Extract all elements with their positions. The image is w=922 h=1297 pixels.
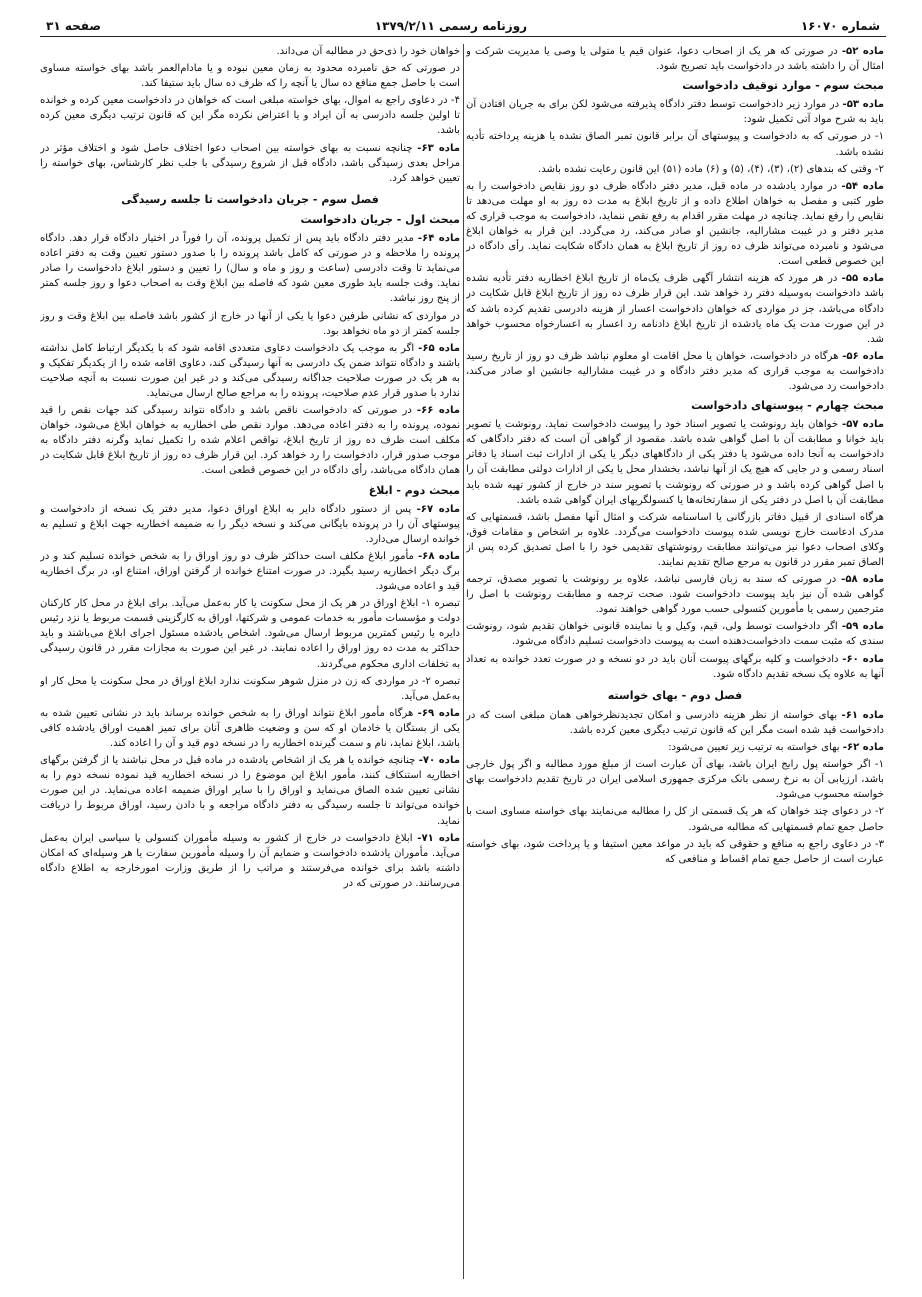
article-text: ۲- در دعوای چند خواهان که هر یک قسمتی از کل را مطالبه می‌نمایند بهای خواسته مساوی است با حاصل جمع تمام قسمتهایی که مطالبه می‌شود. bbox=[466, 806, 884, 833]
article-paragraph bbox=[40, 549, 460, 594]
article-number: ماده ۷۰- bbox=[418, 755, 460, 767]
right-column bbox=[466, 44, 884, 1284]
article-paragraph bbox=[40, 596, 460, 671]
article-text: در صورتی که حق نامبرده محدود به زمان معین نبوده و یا مادام‌العمر باشد بهای خواسته مساوی است با حاصل جمع منافع ده سال یا آنچه را که ظرف ده سال باید ستیفا کند. bbox=[40, 63, 460, 90]
article-paragraph bbox=[40, 44, 460, 59]
article-number: ماده ۷۱- bbox=[417, 832, 460, 844]
column-divider bbox=[463, 44, 464, 1279]
article-paragraph bbox=[40, 93, 460, 138]
article-paragraph bbox=[40, 141, 460, 186]
article-paragraph bbox=[466, 129, 884, 159]
article-text: تبصره ۲- در مواردی که زن در منزل شوهر سکونت ندارد ابلاغ اوراق در محل سکونت یا محل کار او به‌عمل می‌آید. bbox=[40, 675, 460, 702]
article-paragraph bbox=[466, 652, 884, 682]
page-header bbox=[40, 14, 886, 37]
section-heading: مبحث اول - جریان دادخواست bbox=[300, 212, 460, 226]
left-column bbox=[40, 44, 460, 1284]
article-text: بهای خواسته از نظر هزینه دادرسی و امکان تجدیدنظرخواهی همان مبلغی است که در دادخواست قید شده است مگر این که قانون ترتیب دیگری معین کرده باشد. bbox=[466, 709, 884, 736]
article-text: در مواردی که نشانی طرفین دعوا یا یکی از آنها در خارج از کشور باشد فاصله بین ابلاغ وقت و روز جلسه کمتر از دو ماه نخواهد بود. bbox=[40, 310, 460, 337]
article-number: ماده ۶۸- bbox=[417, 550, 460, 562]
article-paragraph bbox=[466, 349, 884, 394]
article-paragraph bbox=[40, 706, 460, 751]
article-paragraph bbox=[466, 44, 884, 74]
article-text: در هر مورد که هزینه انتشار آگهی ظرف یک‌ماه از تاریخ ابلاغ اخطاریه دفتر تأدیه نشده باشد دادخواست به‌وسیله دفتر رد خواهد شد. این قرار ظرف ده روز از تاریخ ابلاغ قابل شکایت در دادگاه می‌باشد، جز در مواردی که خواهان دادخواست اعسار از هزینه دادرسی تقدیم کرده باشد که در این صورت مدت یک ماه یادشده از تاریخ ابلاغ دادنامه رد اعسار به اعسارخواه محسوب خواهد شد. bbox=[466, 273, 884, 345]
article-number: ماده ۵۴- bbox=[841, 180, 884, 192]
article-paragraph bbox=[40, 61, 460, 91]
article-paragraph bbox=[40, 403, 460, 478]
article-text: اگر به موجب یک دادخواست دعاوی متعددی اقامه شود که با یکدیگر ارتباط کامل نداشته باشند و دادگاه نتواند ضمن یک دادرسی به آنها رسیدگی کند، دعاوی اقامه شده را از یکدیگر تفکیک و به هر یک در صورت صلاحیت جداگانه رسیدگی می‌کند و در غیر این صورت نسبت به آنچه صلاحیت ندارد با صدور قرار عدم صلاحیت، پرونده را به مراجع صالح ارسال می‌نماید. bbox=[40, 342, 460, 399]
section-heading: مبحث سوم - موارد توقیف دادخواست bbox=[682, 79, 884, 93]
article-number: ماده ۶۹- bbox=[417, 707, 460, 719]
article-number: ماده ۵۶- bbox=[842, 350, 884, 362]
article-text: چنانچه خوانده یا هر یک از اشخاص یادشده در ماده قبل در محل نباشند یا از گرفتن برگهای اخطاریه استنکاف کنند، مأمور ابلاغ این موضوع را در نسخه اخطاریه قید نموده نسخه دوم را به نشانی تعیین شده الصاق می‌نماید و اوراق را با سایر اوراق ضمیمه اعاده می‌نماید. در این صورت خوانده می‌تواند تا جلسه رسیدگی به دفتر دادگاه مراجعه و با دادن رسید، اوراق مربوط را دریافت نماید. bbox=[40, 755, 460, 827]
article-paragraph bbox=[466, 162, 884, 177]
article-paragraph bbox=[466, 271, 884, 346]
article-text: هرگاه اسنادی از قبیل دفاتر بازرگانی یا اساسنامه شرکت و امثال آنها مفصل باشد، قسمتهایی که مدرک ادعاست خارج نویسی شده پیوست دادخواست می‌گردد. علاوه بر اشخاص و مقامات فوق، وکلای اصحاب دعوا نیز می‌توانند مطابقت رونوشتهای تقدیمی خود را با اصل تصدیق کرده پس از الصاق تمبر مقرر در قانون به مرجع صالح تقدیم نمایند. bbox=[466, 511, 884, 568]
article-text: دادخواست و کلیه برگهای پیوست آنان باید در دو نسخه و در صورت تعدد خوانده به تعداد آنها به علاوه یک نسخه تقدیم دادگاه شود. bbox=[466, 653, 884, 680]
newspaper-date: روزنامه رسمی ۱۳۷۹/۲/۱۱ bbox=[374, 19, 528, 33]
article-number: ماده ۵۲- bbox=[841, 46, 884, 57]
article-paragraph bbox=[40, 674, 460, 704]
article-text: در صورتی که سند به زبان فارسی نباشد، علاوه بر رونوشت یا تصویر مصدق، ترجمه گواهی شده آن نیز باید پیوست دادخواست شود. صحت ترجمه و مطابقت رونوشت با اصل را مترجمین رسمی یا مأمورین کنسولی حسب مورد گواهی خواهند نمود. bbox=[466, 574, 884, 616]
article-paragraph bbox=[466, 619, 884, 649]
article-text: در صورتی که دادخواست ناقص باشد و دادگاه نتواند رسیدگی کند جهات نقص را قید نموده، پرونده را به دفتر اعاده می‌دهد. موارد نقص طی اخطاریه به خواهان ابلاغ می‌شود، خواهان مکلف است ظرف ده روز از تاریخ ابلاغ، نواقص اعلام شده را تکمیل نماید وگرنه دفتر دادگاه به موجب صدور قرار، دادخواست را رد خواهد کرد. این قرار ظرف ده روز از تاریخ ابلاغ قابل شکایت در همان دادگاه می‌باشد، رأی دادگاه در این خصوص قطعی است. bbox=[40, 405, 460, 477]
article-text: در صورتی که هر یک از اصحاب دعوا، عنوان قیم یا متولی یا وصی یا مدیریت شرکت و امثال آن را داشته باشد در دادخواست باید تصریح شود. bbox=[466, 46, 884, 73]
article-number: ماده ۵۹- bbox=[841, 621, 884, 633]
article-number: ماده ۵۵- bbox=[841, 273, 884, 285]
article-number: ماده ۶۲- bbox=[842, 742, 884, 754]
article-text: ابلاغ دادخواست در خارج از کشور به وسیله مأموران کنسولی یا سیاسی ایران به‌عمل می‌آید. مأموران یادشده دادخواست و ضمایم آن را وسیله مأمورین سفارت یا هر وسیله‌ای که امکان داشته باشد برای خوانده می‌فرستند و مراتب را از طریق وزارت امورخارجه به اطلاع دادگاه می‌رسانند. در صورتی که در bbox=[40, 832, 460, 889]
article-paragraph bbox=[40, 309, 460, 339]
article-paragraph bbox=[466, 179, 884, 270]
article-paragraph bbox=[466, 510, 884, 570]
article-paragraph bbox=[466, 757, 884, 802]
article-text: مدیر دفتر دادگاه باید پس از تکمیل پرونده، آن را فوراً در اختیار دادگاه قرار دهد. دادگاه پرونده را ملاحظه و در صورتی که کامل باشد پرونده را با صدور دستور تعیین وقت به دفتر اعاده می‌نماید تا وقت دادرسی (ساعت و روز و ماه و سال) را تعیین و دستور ابلاغ دادخواست را صادر نماید. وقت جلسه باید طوری معین شود که فاصله بین ابلاغ وقت به اصحاب دعوا و روز جلسه کمتر از پنج روز نباشد. bbox=[40, 233, 460, 305]
article-number: ماده ۶۰- bbox=[842, 653, 884, 665]
article-text: خواهان باید رونوشت یا تصویر اسناد خود را پیوست دادخواست نماید. رونوشت یا تصویر باید خوانا و مطابقت آن با اصل گواهی شده باشد. مقصود از گواهی آن است که دفتر دادگاهی که دادخواست به آنجا داده می‌شود یا دفتر یکی از دادگاههای دیگر یا یکی از ادارات ثبت اسناد یا دفاتر اسناد رسمی و در جایی که هیچ یک از آنها نباشد، بخشدار محل یا یکی از ادارات دولتی مطابقت آن را با اصل گواهی کرده باشد و در صورتی که رونوشت یا تصویر سند در خارج از کشور تهیه شده باید مطابقت آن با اصل در دفتر یکی از سفارتخانه‌ها یا کنسولگریهای ایران گواهی شده باشد. bbox=[466, 419, 884, 506]
issue-number: شماره ۱۶۰۷۰ bbox=[800, 19, 880, 33]
article-paragraph bbox=[40, 831, 460, 891]
article-text: هرگاه مأمور ابلاغ نتواند اوراق را به شخص خوانده برساند باید در نشانی تعیین شده به یکی از بستگان یا خادمان او که سن و وضعیت ظاهری آنان برای تمیز اهمیت اوراق یادشده کافی باشد، ابلاغ نماید، نام و سمت گیرنده اخطاریه را در نسخه دوم قید و آن را اعاده کند. bbox=[40, 707, 460, 750]
article-number: ماده ۵۸- bbox=[841, 574, 884, 586]
article-text: هرگاه در دادخواست، خواهان یا محل اقامت او معلوم نباشد ظرف دو روز از تاریخ رسید دادخواست به موجب قراری که مدیر دفتر دادگاه و در غیبت مشارالیه جانشین او صادر می‌کند، دادخواست رد می‌شود. bbox=[466, 350, 884, 392]
article-text: ۴- در دعاوی راجع به اموال، بهای خواسته مبلغی است که خواهان در دادخواست معین کرده و خوانده تا اولین جلسه دادرسی به آن ایراد و یا اعتراض نکرده مگر این که قانون ترتیب دیگری معین کرده باشد. bbox=[40, 95, 460, 137]
article-text: مأمور ابلاغ مکلف است حداکثر ظرف دو روز اوراق را به شخص خوانده تسلیم کند و در برگ دیگر اخطاریه رسید بگیرد. در صورت امتناع خوانده از گرفتن اوراق، امتناع او، در برگ اخطاریه قید و اعاده می‌شود. bbox=[40, 550, 460, 593]
article-paragraph bbox=[466, 97, 884, 127]
chapter-heading: فصل دوم - بهای خواسته bbox=[607, 688, 743, 702]
article-text: پس از دستور دادگاه دایر به ابلاغ اوراق دعوا، مدیر دفتر یک نسخه از دادخواست و پیوستهای آن را در پرونده بایگانی می‌کند و نسخه دیگر را به ضمیمه اخطاریه جهت ابلاغ و تسلیم به خوانده ارسال می‌دارد. bbox=[40, 503, 460, 545]
article-number: ماده ۶۵- bbox=[418, 342, 460, 354]
chapter-heading: فصل سوم - جریان دادخواست تا جلسه رسیدگی bbox=[121, 192, 379, 206]
article-text: خواهان خود را ذی‌حق در مطالبه آن می‌داند. bbox=[276, 46, 460, 57]
section-heading: مبحث دوم - ابلاغ bbox=[368, 483, 460, 497]
article-text: ۲- وقتی که بندهای (۲)، (۳)، (۴)، (۵) و (۶) ماده (۵۱) این قانون رعایت نشده باشد. bbox=[538, 163, 884, 175]
article-number: ماده ۵۷- bbox=[842, 419, 884, 431]
article-paragraph bbox=[466, 740, 884, 755]
article-paragraph bbox=[466, 804, 884, 834]
article-paragraph bbox=[466, 837, 884, 867]
article-text: بهای خواسته به ترتیب زیر تعیین می‌شود: bbox=[668, 742, 843, 754]
section-heading: مبحث چهارم - پیوستهای دادخواست bbox=[691, 399, 884, 413]
article-number: ماده ۵۳- bbox=[842, 99, 884, 111]
article-number: ماده ۶۳- bbox=[417, 142, 460, 154]
article-paragraph bbox=[466, 417, 884, 508]
article-number: ماده ۶۷- bbox=[416, 503, 460, 515]
article-paragraph bbox=[40, 231, 460, 306]
article-text: اگر دادخواست توسط ولی، قیم، وکیل و یا نماینده قانونی خواهان تقدیم شود، رونوشت سندی که مثبت سمت دادخواست‌دهنده است به پیوست دادخواست تسلیم دادگاه می‌شود. bbox=[466, 621, 884, 648]
article-paragraph bbox=[466, 572, 884, 617]
article-text: ۱- اگر خواسته پول رایج ایران باشد، بهای آن عبارت است از مبلغ مورد مطالبه و اگر پول خارجی باشد، ارزیابی آن به نرخ رسمی بانک مرکزی جمهوری اسلامی ایران در تاریخ تقدیم دادخواست بهای خواسته محسوب می‌شود. bbox=[466, 759, 884, 801]
article-number: ماده ۶۱- bbox=[841, 709, 884, 721]
article-text: ۱- در صورتی که به دادخواست و پیوستهای آن برابر قانون تمبر الصاق نشده یا هزینه پرداخته تأدیه نشده باشد. bbox=[466, 131, 884, 158]
article-paragraph bbox=[466, 708, 884, 738]
article-text: چنانچه نسبت به بهای خواسته بین اصحاب دعوا اختلاف حاصل شود و اختلاف مؤثر در مراحل بعدی رسیدگی باشد، دادگاه قبل از شروع رسیدگی با جلب نظر کارشناس، بهای خواسته را تعیین خواهد کرد. bbox=[40, 142, 460, 184]
article-paragraph bbox=[40, 753, 460, 828]
page-number: صفحه ۳۱ bbox=[46, 19, 102, 33]
article-text: ۳- در دعاوی راجع به منافع و حقوقی که باید در مواعد معین استیفا و یا پرداخت شود، بهای خواسته عبارت است از حاصل جمع تمام اقساط و منافعی که bbox=[466, 838, 884, 865]
article-number: ماده ۶۴- bbox=[417, 233, 460, 245]
article-text: تبصره ۱- ابلاغ اوراق در هر یک از محل سکونت یا کار به‌عمل می‌آید. برای ابلاغ در محل کار کارکنان دولت و مؤسسات مأمور به خدمات عمومی و شرکتها، اوراق به کارگزینی قسمت مربوط یا نزد رئیس دایره یا رئیس کمترین مربوط ارسال می‌شود. اشخاص یادشده مسئول اجرای ابلاغ می‌باشند و باید حداکثر به مدت ده روز اوراق را اعاده نمایند. در غیر این صورت به مجازات مقرر در قانون رسیدگی به تخلفات اداری محکوم می‌گردند. bbox=[40, 598, 460, 670]
article-number: ماده ۶۶- bbox=[416, 405, 460, 417]
article-paragraph bbox=[40, 341, 460, 401]
article-text: در موارد یادشده در ماده قبل، مدیر دفتر دادگاه ظرف دو روز نقایص دادخواست را به طور کتبی و مفصل به خواهان اطلاع داده و از تاریخ ابلاغ به مدت ده روز به او مهلت می‌دهد تا نقایص را رفع نماید. چنانچه در مهلت مقرر اقدام به رفع نقص ننماید، دادخواست به موجب قراری که مدیر دفتر و در غیبت مشارالیه، جانشین او صادر می‌کند، رد می‌گردد. این قرار به خواهان ابلاغ می‌شود و نامبرده می‌تواند ظرف ده روز از تاریخ ابلاغ به همان دادگاه شکایت نماید. رأی دادگاه در این خصوص قطعی است. bbox=[466, 180, 884, 268]
article-text: در موارد زیر دادخواست توسط دفتر دادگاه پذیرفته می‌شود لکن برای به جریان افتادن آن باید به شرح مواد آتی تکمیل شود: bbox=[466, 99, 884, 126]
article-paragraph bbox=[40, 502, 460, 547]
